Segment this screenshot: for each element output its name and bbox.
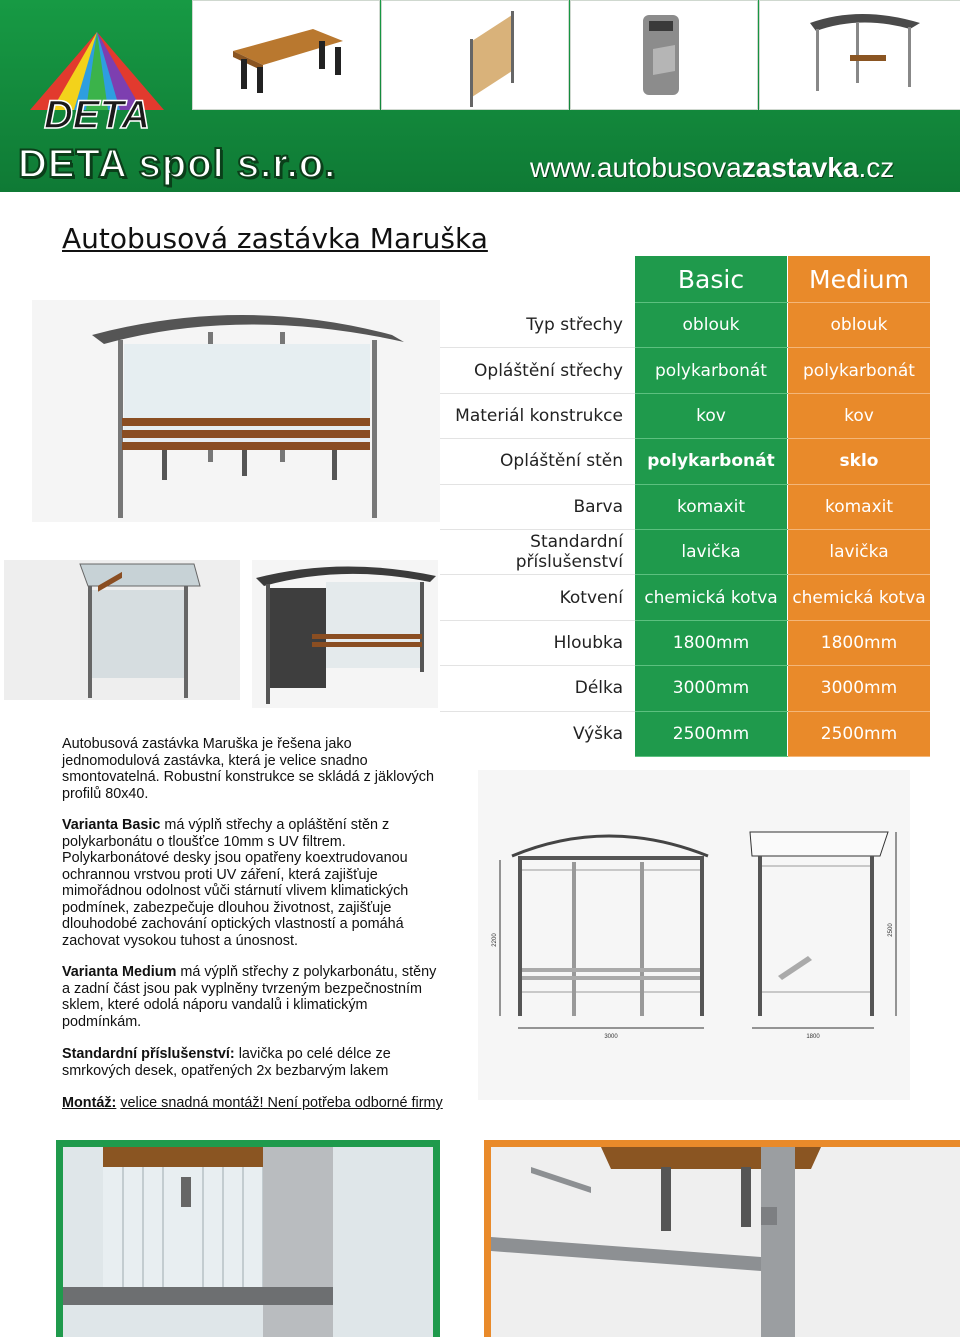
detail-photo-medium xyxy=(484,1140,960,1337)
accessories-text: lavička po celé délce ze smrkových desek, opatřených 2x bezbarvým lakem xyxy=(62,1046,391,1079)
dim-depth: 1800 xyxy=(806,1034,820,1040)
spec-medium-value: kov xyxy=(788,393,931,438)
assembly-text: velice snadná montáž! Není potřeba odborné firmy xyxy=(120,1095,443,1111)
spec-row-length xyxy=(440,666,930,711)
spec-basic-value: komaxit xyxy=(635,484,788,529)
basic-text: má výplň střechy a opláštění stěn z polykarbonátu o tloušťce 10mm s UV filtrem. Polykarbonátové desky jsou opatřeny koextrudovanou ochrannou vrstvou proti UV záření, která zajišťuje mimořádnou odolnost vůči stárnutí vlivem klimatických podmínek, zabezpečuje dlouhou životnost, zajišťuje dlouhodobé zachování optických vlastností a pomáhá zachovat vysokou tuhost a únosnost. xyxy=(62,817,409,949)
spec-label: Výška xyxy=(572,723,623,744)
detail-photo-basic xyxy=(56,1140,440,1337)
accessories-paragraph xyxy=(62,1046,447,1079)
spec-row-depth xyxy=(440,620,930,665)
spec-row-anchoring xyxy=(440,575,930,620)
spec-header-empty xyxy=(440,256,635,303)
spec-medium-value: oblouk xyxy=(788,303,931,348)
spec-medium-value: komaxit xyxy=(788,484,931,529)
spec-row-accessories xyxy=(440,529,930,574)
spec-basic-value: 1800mm xyxy=(635,620,788,665)
spec-label: Typ střechy xyxy=(440,303,635,348)
medium-paragraph xyxy=(62,964,447,1030)
thumb-bench xyxy=(192,0,380,110)
spec-basic-value: polykarbonát xyxy=(635,348,788,393)
spec-label: Standardní příslušenství xyxy=(440,529,635,574)
spec-medium-value: 1800mm xyxy=(788,620,931,665)
assembly-paragraph xyxy=(62,1095,447,1112)
company-name: DETA spol s.r.o. xyxy=(18,142,337,186)
spec-basic-value: oblouk xyxy=(635,303,788,348)
spec-label: Hloubka xyxy=(440,620,635,665)
spec-label: Délka xyxy=(440,666,635,711)
dim-length: 3000 xyxy=(604,1034,618,1040)
spec-basic-value: lavička xyxy=(635,529,788,574)
spec-row-color xyxy=(440,484,930,529)
accessories-label: Standardní příslušenství: xyxy=(62,1046,235,1062)
basic-paragraph xyxy=(62,817,447,949)
thumb-shelter xyxy=(759,0,960,110)
intro-paragraph: Autobusová zastávka Maruška je řešena jako jednomodulová zastávka, která je velice snadno smontovatelná. Robustní konstrukce se skládá z jäklových profilů 80x40. xyxy=(62,736,434,802)
spec-basic-value: kov xyxy=(635,393,788,438)
medium-text: má výplň střechy z polykarbonátu, stěny a zadní část jsou pak vyplněny tvrzeným bezpečnostním sklem, které odolá náporu vandalů i klimatickým podmínkám. xyxy=(62,964,437,1030)
spec-header-row xyxy=(440,256,930,303)
spec-medium-value: sklo xyxy=(788,439,931,484)
website-url[interactable]: www.autobusovazastavka.cz xyxy=(530,152,895,183)
spec-basic-value: chemická kotva xyxy=(635,575,788,620)
column-basic: Basic xyxy=(635,256,788,303)
spec-label: Opláštění stěn xyxy=(440,439,635,484)
spec-label: Kotvení xyxy=(440,575,635,620)
basic-label: Varianta Basic xyxy=(62,817,161,833)
spec-medium-value: 3000mm xyxy=(788,666,931,711)
header-banner xyxy=(0,0,960,192)
deta-logo xyxy=(22,30,172,140)
spec-row-height xyxy=(440,711,930,756)
spec-label: Opláštění střechy xyxy=(440,348,635,393)
spec-label: Materiál konstrukce xyxy=(440,393,635,438)
shelter-photo-side xyxy=(4,560,240,700)
logo-text: DETA xyxy=(44,93,150,137)
spec-row-roof-type xyxy=(440,303,930,348)
spec-table xyxy=(440,256,930,757)
shelter-photo-main xyxy=(32,300,440,522)
shelter-photo-front xyxy=(252,560,438,708)
page-title: Autobusová zastávka Maruška xyxy=(62,222,488,255)
spec-row-roof-cladding xyxy=(440,348,930,393)
spec-basic-value: 2500mm xyxy=(635,711,788,756)
spec-medium-value: 2500mm xyxy=(788,711,931,756)
dim-height-front: 2200 xyxy=(492,933,498,947)
thumb-bin xyxy=(570,0,758,110)
spec-basic-value: polykarbonát xyxy=(635,439,788,484)
dim-height-side: 2500 xyxy=(888,923,894,937)
spec-medium-value: polykarbonát xyxy=(788,348,931,393)
spec-row-wall-cladding xyxy=(440,439,930,484)
spec-row-material xyxy=(440,393,930,438)
technical-drawing xyxy=(478,770,910,1100)
thumb-panel xyxy=(381,0,569,110)
column-medium: Medium xyxy=(788,256,931,303)
spec-medium-value: chemická kotva xyxy=(788,575,931,620)
assembly-label: Montáž: xyxy=(62,1095,117,1111)
spec-basic-value: 3000mm xyxy=(635,666,788,711)
spec-medium-value: lavička xyxy=(788,529,931,574)
spec-label: Barva xyxy=(440,484,635,529)
medium-label: Varianta Medium xyxy=(62,964,177,980)
